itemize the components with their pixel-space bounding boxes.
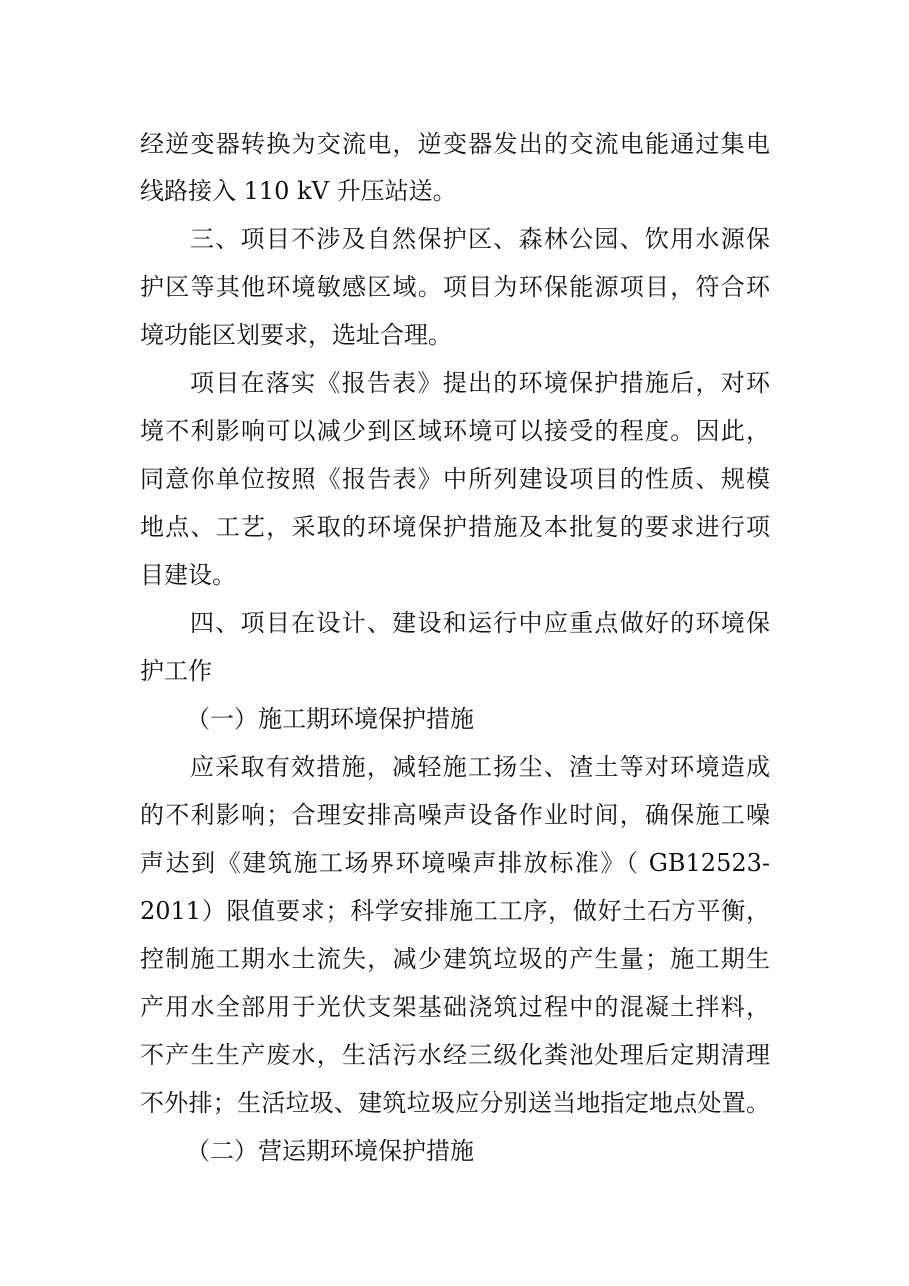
paragraph-start-line: 三、项目不涉及自然保护区、森林公园、饮用水源保 [190,225,770,253]
text-line: 地点、工艺，采取的环境保护措施及本批复的要求进行项 [140,513,770,541]
text-line: 产用水全部用于光伏支架基础浇筑过程中的混凝土拌料， [140,993,770,1021]
text-line: 不外排；生活垃圾、建筑垃圾应分别送当地指定地点处置。 [140,1089,770,1117]
text-line: 境功能区划要求，选址合理。 [140,321,452,349]
text-line: 2011）限值要求；科学安排施工工序，做好土石方平衡， [140,897,770,925]
text-line: 声达到《建筑施工场界环境噪声排放标准》（ GB12523- [140,849,770,877]
section-heading: （二）营运期环境保护措施 [186,1137,474,1165]
text-line: 的不利影响；合理安排高噪声设备作业时间，确保施工噪 [140,801,770,829]
paragraph-start-line: 四、项目在设计、建设和运行中应重点做好的环境保 [190,609,770,637]
text-line: 境不利影响可以减少到区域环境可以接受的程度。因此， [140,417,770,445]
section-heading: （一）施工期环境保护措施 [186,705,474,733]
paragraph-start-line: 项目在落实《报告表》提出的环境保护措施后，对环 [190,369,770,397]
text-line: 护区等其他环境敏感区域。项目为环保能源项目，符合环 [140,273,770,301]
text-line: 经逆变器转换为交流电，逆变器发出的交流电能通过集电 [140,130,770,158]
text-line: 护工作 [140,657,212,685]
text-line: 线路接入 110 kV 升压站送。 [140,177,457,205]
text-line: 同意你单位按照《报告表》中所列建设项目的性质、规模 [140,465,770,493]
text-line: 目建设。 [140,561,236,589]
text-line: 控制施工期水土流失，减少建筑垃圾的产生量；施工期生 [140,945,770,973]
text-line: 不产生生产废水，生活污水经三级化粪池处理后定期清理 [140,1041,770,1069]
paragraph-start-line: 应采取有效措施，减轻施工扬尘、渣土等对环境造成 [190,753,770,781]
